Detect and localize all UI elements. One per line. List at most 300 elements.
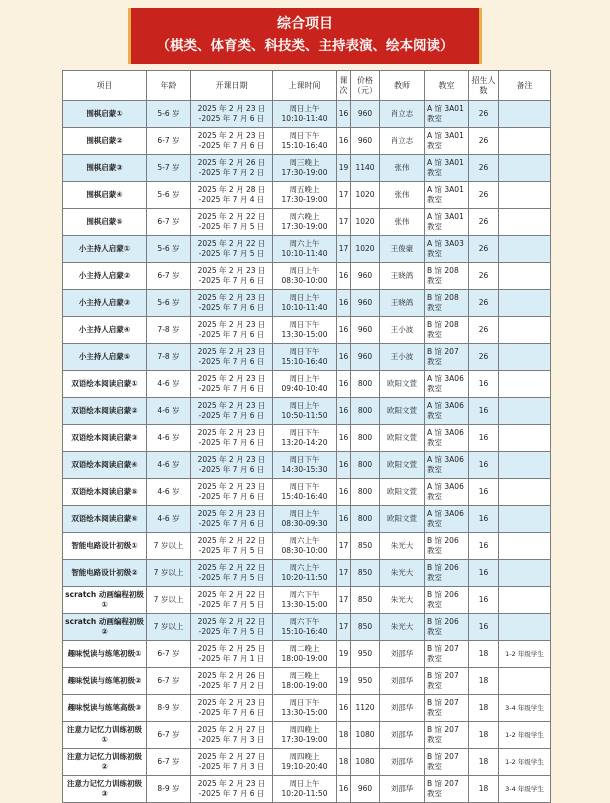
cell-start-date: 2025 年 2 月 22 日 -2025 年 7 月 5 日	[191, 587, 273, 614]
cell-enrollment: 16	[469, 371, 499, 398]
cell-class-time: 周六上午 08:30-10:00	[273, 533, 337, 560]
cell-sessions: 17	[337, 182, 351, 209]
cell-start-date: 2025 年 2 月 26 日 -2025 年 7 月 2 日	[191, 668, 273, 695]
cell-class-time: 周日上午 10:10-11:40	[273, 290, 337, 317]
cell-classroom: B 馆 208 教室	[425, 317, 469, 344]
cell-classroom: A 馆 3A06 教室	[425, 479, 469, 506]
cell-project: 围棋启蒙①	[63, 101, 147, 128]
table-row	[63, 506, 551, 533]
cell-price: 1020	[351, 209, 380, 236]
cell-project: 小主持人启蒙②	[63, 263, 147, 290]
cell-classroom: A 馆 3A01 教室	[425, 182, 469, 209]
cell-start-date: 2025 年 2 月 23 日 -2025 年 7 月 6 日	[191, 344, 273, 371]
cell-price: 960	[351, 290, 380, 317]
cell-enrollment: 18	[469, 695, 499, 722]
cell-teacher: 张伟	[380, 155, 425, 182]
table-row	[63, 587, 551, 614]
cell-note	[499, 101, 551, 128]
cell-class-time: 周日上午 10:20-11:50	[273, 776, 337, 803]
cell-class-time: 周日上午 09:40-10:40	[273, 371, 337, 398]
header-age: 年龄	[147, 71, 191, 101]
cell-classroom: A 馆 3A06 教室	[425, 425, 469, 452]
cell-sessions: 16	[337, 101, 351, 128]
cell-teacher: 朱光大	[380, 560, 425, 587]
cell-age: 4-6 岁	[147, 506, 191, 533]
cell-enrollment: 26	[469, 290, 499, 317]
cell-classroom: A 馆 3A06 教室	[425, 506, 469, 533]
cell-price: 960	[351, 317, 380, 344]
cell-class-time: 周四晚上 19:10-20:40	[273, 749, 337, 776]
cell-start-date: 2025 年 2 月 23 日 -2025 年 7 月 6 日	[191, 776, 273, 803]
cell-enrollment: 18	[469, 749, 499, 776]
cell-project: 小主持人启蒙④	[63, 317, 147, 344]
cell-project: scratch 动画编程初级①	[63, 587, 147, 614]
cell-enrollment: 26	[469, 236, 499, 263]
cell-classroom: A 馆 3A01 教室	[425, 101, 469, 128]
cell-age: 6-7 岁	[147, 668, 191, 695]
table-row	[63, 560, 551, 587]
cell-note	[499, 290, 551, 317]
cell-teacher: 朱光大	[380, 533, 425, 560]
table-row	[63, 236, 551, 263]
cell-class-time: 周日下午 13:30-15:00	[273, 695, 337, 722]
cell-note: 1-2 年级学生	[499, 641, 551, 668]
table-body	[63, 101, 551, 803]
cell-teacher: 朱光大	[380, 614, 425, 641]
cell-teacher: 朱光大	[380, 587, 425, 614]
cell-age: 5-6 岁	[147, 182, 191, 209]
cell-project: 小主持人启蒙①	[63, 236, 147, 263]
cell-project: 智能电路设计初级②	[63, 560, 147, 587]
cell-start-date: 2025 年 2 月 28 日 -2025 年 7 月 4 日	[191, 182, 273, 209]
cell-enrollment: 18	[469, 722, 499, 749]
cell-price: 850	[351, 560, 380, 587]
table-row	[63, 452, 551, 479]
cell-price: 960	[351, 128, 380, 155]
cell-sessions: 16	[337, 479, 351, 506]
cell-sessions: 18	[337, 722, 351, 749]
cell-teacher: 肖立志	[380, 101, 425, 128]
page-subtitle: （棋类、体育类、科技类、主持表演、绘本阅读）	[156, 38, 454, 54]
cell-note	[499, 668, 551, 695]
cell-note	[499, 398, 551, 425]
cell-project: 注意力记忆力训练初级①	[63, 722, 147, 749]
cell-classroom: B 馆 207 教室	[425, 641, 469, 668]
cell-classroom: A 馆 3A03 教室	[425, 236, 469, 263]
cell-start-date: 2025 年 2 月 23 日 -2025 年 7 月 6 日	[191, 290, 273, 317]
cell-class-time: 周日下午 15:10-16:40	[273, 128, 337, 155]
cell-start-date: 2025 年 2 月 22 日 -2025 年 7 月 5 日	[191, 560, 273, 587]
cell-teacher: 刘邵华	[380, 749, 425, 776]
cell-sessions: 16	[337, 371, 351, 398]
cell-classroom: B 馆 206 教室	[425, 614, 469, 641]
cell-teacher: 欧阳文萱	[380, 425, 425, 452]
cell-teacher: 王俊豪	[380, 236, 425, 263]
table-row	[63, 182, 551, 209]
cell-sessions: 17	[337, 209, 351, 236]
header-price: 价格（元）	[351, 71, 380, 101]
cell-price: 1140	[351, 155, 380, 182]
cell-age: 5-6 岁	[147, 101, 191, 128]
table-row	[63, 695, 551, 722]
cell-enrollment: 16	[469, 452, 499, 479]
cell-price: 960	[351, 776, 380, 803]
cell-price: 800	[351, 371, 380, 398]
cell-project: 双语绘本阅读启蒙③	[63, 425, 147, 452]
cell-age: 4-6 岁	[147, 398, 191, 425]
course-table	[62, 70, 551, 803]
cell-classroom: A 馆 3A01 教室	[425, 128, 469, 155]
cell-project: 围棋启蒙④	[63, 182, 147, 209]
cell-note	[499, 209, 551, 236]
cell-age: 8-9 岁	[147, 695, 191, 722]
table-row	[63, 263, 551, 290]
cell-class-time: 周日下午 15:40-16:40	[273, 479, 337, 506]
cell-age: 7 岁以上	[147, 533, 191, 560]
cell-class-time: 周日下午 15:10-16:40	[273, 344, 337, 371]
table-row	[63, 155, 551, 182]
cell-note	[499, 128, 551, 155]
table-row	[63, 614, 551, 641]
cell-class-time: 周日上午 10:10-11:40	[273, 101, 337, 128]
cell-age: 7 岁以上	[147, 560, 191, 587]
cell-sessions: 16	[337, 128, 351, 155]
header-enrollment: 招生人数	[469, 71, 499, 101]
cell-age: 6-7 岁	[147, 722, 191, 749]
cell-note: 3-4 年级学生	[499, 695, 551, 722]
cell-start-date: 2025 年 2 月 23 日 -2025 年 7 月 6 日	[191, 425, 273, 452]
cell-price: 850	[351, 587, 380, 614]
cell-price: 800	[351, 506, 380, 533]
cell-start-date: 2025 年 2 月 23 日 -2025 年 7 月 6 日	[191, 506, 273, 533]
cell-note	[499, 155, 551, 182]
cell-start-date: 2025 年 2 月 22 日 -2025 年 7 月 5 日	[191, 533, 273, 560]
cell-age: 5-6 岁	[147, 236, 191, 263]
cell-enrollment: 16	[469, 506, 499, 533]
cell-project: 双语绘本阅读启蒙⑤	[63, 479, 147, 506]
table-row	[63, 533, 551, 560]
cell-enrollment: 26	[469, 209, 499, 236]
cell-enrollment: 16	[469, 479, 499, 506]
header-note: 备注	[499, 71, 551, 101]
cell-class-time: 周日下午 13:30-15:00	[273, 317, 337, 344]
cell-start-date: 2025 年 2 月 23 日 -2025 年 7 月 6 日	[191, 398, 273, 425]
cell-teacher: 王晓鸽	[380, 263, 425, 290]
cell-classroom: B 馆 208 教室	[425, 263, 469, 290]
table-row	[63, 749, 551, 776]
cell-sessions: 16	[337, 344, 351, 371]
cell-price: 800	[351, 452, 380, 479]
cell-class-time: 周三晚上 17:30-19:00	[273, 155, 337, 182]
header-sessions: 课次	[337, 71, 351, 101]
cell-project: 趣味悦读与练笔高级③	[63, 695, 147, 722]
cell-start-date: 2025 年 2 月 27 日 -2025 年 7 月 3 日	[191, 722, 273, 749]
cell-sessions: 18	[337, 749, 351, 776]
cell-age: 4-6 岁	[147, 371, 191, 398]
cell-teacher: 张伟	[380, 182, 425, 209]
cell-age: 7 岁以上	[147, 614, 191, 641]
cell-enrollment: 18	[469, 668, 499, 695]
cell-class-time: 周日下午 13:20-14:20	[273, 425, 337, 452]
cell-start-date: 2025 年 2 月 22 日 -2025 年 7 月 5 日	[191, 209, 273, 236]
header-classroom: 教室	[425, 71, 469, 101]
cell-classroom: B 馆 206 教室	[425, 587, 469, 614]
cell-project: 围棋启蒙③	[63, 155, 147, 182]
table-row	[63, 317, 551, 344]
cell-start-date: 2025 年 2 月 23 日 -2025 年 7 月 6 日	[191, 128, 273, 155]
cell-age: 6-7 岁	[147, 749, 191, 776]
cell-class-time: 周日上午 08:30-10:00	[273, 263, 337, 290]
cell-classroom: B 馆 207 教室	[425, 668, 469, 695]
cell-age: 5-6 岁	[147, 290, 191, 317]
cell-sessions: 17	[337, 560, 351, 587]
cell-start-date: 2025 年 2 月 23 日 -2025 年 7 月 6 日	[191, 263, 273, 290]
table-row	[63, 641, 551, 668]
cell-enrollment: 16	[469, 398, 499, 425]
cell-sessions: 16	[337, 776, 351, 803]
cell-note	[499, 236, 551, 263]
table-row	[63, 371, 551, 398]
cell-project: 围棋启蒙②	[63, 128, 147, 155]
cell-class-time: 周五晚上 17:30-19:00	[273, 182, 337, 209]
table-row	[63, 668, 551, 695]
cell-classroom: A 馆 3A06 教室	[425, 371, 469, 398]
cell-note	[499, 560, 551, 587]
cell-sessions: 16	[337, 398, 351, 425]
cell-sessions: 16	[337, 452, 351, 479]
cell-teacher: 张伟	[380, 209, 425, 236]
cell-classroom: B 馆 206 教室	[425, 533, 469, 560]
cell-start-date: 2025 年 2 月 23 日 -2025 年 7 月 6 日	[191, 371, 273, 398]
cell-start-date: 2025 年 2 月 22 日 -2025 年 7 月 5 日	[191, 236, 273, 263]
cell-project: scratch 动画编程初级②	[63, 614, 147, 641]
cell-class-time: 周六下午 15:10-16:40	[273, 614, 337, 641]
cell-age: 7-8 岁	[147, 317, 191, 344]
cell-age: 6-7 岁	[147, 128, 191, 155]
cell-teacher: 刘邵华	[380, 776, 425, 803]
cell-note	[499, 182, 551, 209]
cell-start-date: 2025 年 2 月 22 日 -2025 年 7 月 5 日	[191, 614, 273, 641]
title-banner	[128, 8, 482, 64]
cell-age: 4-6 岁	[147, 479, 191, 506]
cell-age: 4-6 岁	[147, 452, 191, 479]
cell-start-date: 2025 年 2 月 23 日 -2025 年 7 月 6 日	[191, 479, 273, 506]
cell-project: 小主持人启蒙③	[63, 290, 147, 317]
cell-age: 4-6 岁	[147, 425, 191, 452]
cell-price: 800	[351, 425, 380, 452]
cell-teacher: 刘邵华	[380, 722, 425, 749]
cell-classroom: B 馆 208 教室	[425, 290, 469, 317]
cell-sessions: 17	[337, 614, 351, 641]
cell-start-date: 2025 年 2 月 27 日 -2025 年 7 月 3 日	[191, 749, 273, 776]
header-teacher: 教师	[380, 71, 425, 101]
cell-price: 1080	[351, 749, 380, 776]
cell-enrollment: 16	[469, 614, 499, 641]
cell-project: 双语绘本阅读启蒙⑥	[63, 506, 147, 533]
cell-sessions: 17	[337, 587, 351, 614]
cell-class-time: 周六下午 13:30-15:00	[273, 587, 337, 614]
cell-price: 800	[351, 479, 380, 506]
cell-project: 双语绘本阅读启蒙④	[63, 452, 147, 479]
cell-note	[499, 614, 551, 641]
cell-project: 双语绘本阅读启蒙①	[63, 371, 147, 398]
cell-age: 6-7 岁	[147, 641, 191, 668]
cell-start-date: 2025 年 2 月 23 日 -2025 年 7 月 6 日	[191, 452, 273, 479]
cell-teacher: 王晓鸽	[380, 290, 425, 317]
cell-project: 趣味悦读与练笔初级①	[63, 641, 147, 668]
cell-note	[499, 587, 551, 614]
cell-sessions: 17	[337, 533, 351, 560]
cell-age: 5-7 岁	[147, 155, 191, 182]
cell-classroom: A 馆 3A01 教室	[425, 209, 469, 236]
cell-start-date: 2025 年 2 月 23 日 -2025 年 7 月 6 日	[191, 317, 273, 344]
cell-age: 7 岁以上	[147, 587, 191, 614]
cell-project: 注意力记忆力训练初级②	[63, 749, 147, 776]
cell-teacher: 欧阳文萱	[380, 452, 425, 479]
cell-start-date: 2025 年 2 月 23 日 -2025 年 7 月 6 日	[191, 101, 273, 128]
cell-classroom: B 馆 207 教室	[425, 722, 469, 749]
cell-price: 1120	[351, 695, 380, 722]
cell-enrollment: 26	[469, 155, 499, 182]
header-start-date: 开课日期	[191, 71, 273, 101]
cell-enrollment: 26	[469, 101, 499, 128]
cell-price: 850	[351, 533, 380, 560]
table-row	[63, 128, 551, 155]
cell-project: 小主持人启蒙⑤	[63, 344, 147, 371]
cell-teacher: 欧阳文萱	[380, 506, 425, 533]
cell-enrollment: 16	[469, 560, 499, 587]
cell-teacher: 欧阳文萱	[380, 479, 425, 506]
cell-class-time: 周二晚上 18:00-19:00	[273, 641, 337, 668]
cell-project: 注意力记忆力训练初级③	[63, 776, 147, 803]
cell-classroom: B 馆 207 教室	[425, 776, 469, 803]
table-row	[63, 425, 551, 452]
table-row	[63, 776, 551, 803]
cell-teacher: 王小波	[380, 317, 425, 344]
cell-sessions: 19	[337, 668, 351, 695]
cell-enrollment: 16	[469, 587, 499, 614]
cell-note	[499, 317, 551, 344]
cell-classroom: B 馆 207 教室	[425, 749, 469, 776]
cell-note	[499, 371, 551, 398]
cell-enrollment: 26	[469, 182, 499, 209]
cell-price: 950	[351, 641, 380, 668]
cell-class-time: 周六晚上 17:30-19:00	[273, 209, 337, 236]
cell-teacher: 刘邵华	[380, 668, 425, 695]
cell-start-date: 2025 年 2 月 26 日 -2025 年 7 月 2 日	[191, 155, 273, 182]
cell-age: 6-7 岁	[147, 209, 191, 236]
cell-note	[499, 533, 551, 560]
cell-teacher: 欧阳文萱	[380, 371, 425, 398]
cell-start-date: 2025 年 2 月 23 日 -2025 年 7 月 6 日	[191, 695, 273, 722]
cell-classroom: A 馆 3A06 教室	[425, 398, 469, 425]
cell-age: 6-7 岁	[147, 263, 191, 290]
cell-note	[499, 263, 551, 290]
cell-note: 1-2 年级学生	[499, 722, 551, 749]
cell-class-time: 周三晚上 18:00-19:00	[273, 668, 337, 695]
cell-project: 趣味悦读与练笔初级②	[63, 668, 147, 695]
cell-class-time: 周六上午 10:20-11:50	[273, 560, 337, 587]
cell-project: 智能电路设计初级①	[63, 533, 147, 560]
cell-sessions: 16	[337, 506, 351, 533]
cell-classroom: B 馆 207 教室	[425, 344, 469, 371]
cell-price: 1080	[351, 722, 380, 749]
cell-note	[499, 425, 551, 452]
cell-class-time: 周六上午 10:10-11:40	[273, 236, 337, 263]
cell-sessions: 16	[337, 263, 351, 290]
page-title: 综合项目	[277, 16, 333, 32]
cell-teacher: 欧阳文萱	[380, 398, 425, 425]
cell-enrollment: 16	[469, 533, 499, 560]
cell-teacher: 王小波	[380, 344, 425, 371]
cell-note: 1-2 年级学生	[499, 749, 551, 776]
header-class-time: 上课时间	[273, 71, 337, 101]
cell-project: 双语绘本阅读启蒙②	[63, 398, 147, 425]
cell-note	[499, 452, 551, 479]
table-row	[63, 101, 551, 128]
cell-classroom: B 馆 207 教室	[425, 695, 469, 722]
cell-teacher: 肖立志	[380, 128, 425, 155]
cell-age: 7-8 岁	[147, 344, 191, 371]
cell-class-time: 周日上午 10:50-11:50	[273, 398, 337, 425]
cell-classroom: B 馆 206 教室	[425, 560, 469, 587]
cell-sessions: 17	[337, 236, 351, 263]
cell-classroom: A 馆 3A01 教室	[425, 155, 469, 182]
cell-note	[499, 506, 551, 533]
cell-price: 960	[351, 263, 380, 290]
cell-price: 950	[351, 668, 380, 695]
cell-class-time: 周日下午 14:30-15:30	[273, 452, 337, 479]
cell-note: 3-4 年级学生	[499, 776, 551, 803]
cell-start-date: 2025 年 2 月 25 日 -2025 年 7 月 1 日	[191, 641, 273, 668]
cell-price: 850	[351, 614, 380, 641]
cell-enrollment: 26	[469, 344, 499, 371]
cell-class-time: 周日上午 08:30-09:30	[273, 506, 337, 533]
cell-enrollment: 18	[469, 641, 499, 668]
cell-age: 8-9 岁	[147, 776, 191, 803]
cell-price: 960	[351, 101, 380, 128]
cell-sessions: 16	[337, 317, 351, 344]
table-row	[63, 398, 551, 425]
table-row	[63, 722, 551, 749]
cell-sessions: 16	[337, 695, 351, 722]
cell-class-time: 周四晚上 17:30-19:00	[273, 722, 337, 749]
cell-sessions: 19	[337, 155, 351, 182]
cell-price: 1020	[351, 236, 380, 263]
table-row	[63, 479, 551, 506]
cell-price: 960	[351, 344, 380, 371]
cell-teacher: 刘邵华	[380, 695, 425, 722]
cell-sessions: 16	[337, 290, 351, 317]
cell-note	[499, 479, 551, 506]
cell-price: 1020	[351, 182, 380, 209]
cell-price: 800	[351, 398, 380, 425]
table-header-row	[63, 71, 551, 101]
cell-teacher: 刘邵华	[380, 641, 425, 668]
cell-sessions: 16	[337, 425, 351, 452]
cell-enrollment: 16	[469, 425, 499, 452]
cell-sessions: 19	[337, 641, 351, 668]
cell-enrollment: 26	[469, 317, 499, 344]
cell-enrollment: 18	[469, 776, 499, 803]
header-project: 项目	[63, 71, 147, 101]
cell-project: 围棋启蒙⑤	[63, 209, 147, 236]
table-row	[63, 344, 551, 371]
cell-note	[499, 344, 551, 371]
cell-enrollment: 26	[469, 128, 499, 155]
cell-classroom: A 馆 3A06 教室	[425, 452, 469, 479]
table-row	[63, 290, 551, 317]
